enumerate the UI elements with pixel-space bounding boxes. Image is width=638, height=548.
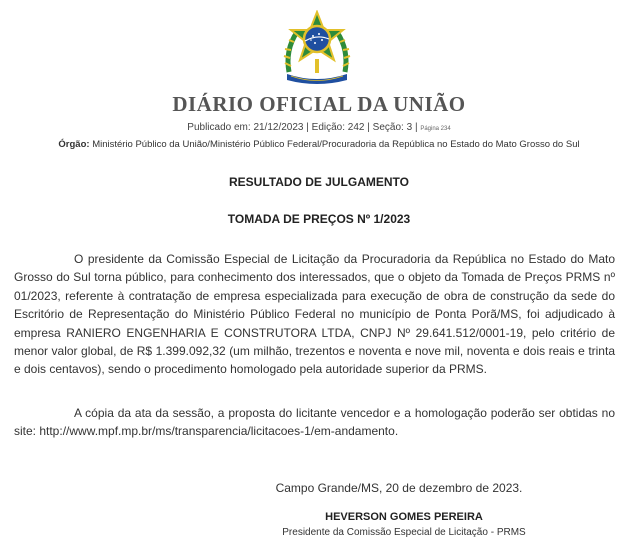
document-heading: RESULTADO DE JULGAMENTO (228, 175, 409, 189)
section-info: Seção: 3 (372, 122, 413, 133)
page-info: Página 234 (420, 126, 451, 132)
body-paragraph-1: O presidente da Comissão Especial de Licitação da Procuradoria da República no Estado do Mato Grosso do Sul torna público, para conhecimento dos interessados, que o objeto da Tomada de Preços PRMS nº 01/2023, referente à contratação de empresa especializada para execução de obra de construção da sede do Escritório de Representação do Ministério Público Federal no município de Ponta Porã/MS, foi adjudicado à empresa RANIERO ENGENHARIA E CONSTRUTORA LTDA, CNPJ Nº 29.641.512/0001-19, pelo critério de menor valor global, de R$ 1.399.092,32 (um milhão, trezentos e noventa e nove mil, noventa e dois reais e trinta e dois centavos), sendo o procedimento homologado pela autoridade superior da PRMS. (14, 252, 615, 377)
organ-line (0, 139, 638, 150)
signer-name: HEVERSON GOMES PEREIRA (325, 511, 483, 523)
separator: | (306, 122, 312, 133)
organ-value: Ministério Público da União/Ministério Público Federal/Procuradoria da República no Estado do Mato Grosso do Sul (92, 139, 580, 150)
signer-role: Presidente da Comissão Especial de Licitação - PRMS (282, 527, 526, 538)
document-subheading: TOMADA DE PREÇOS Nº 1/2023 (227, 212, 411, 226)
edition-info: Edição: 242 (311, 122, 365, 133)
organ-label: Órgão: (58, 139, 90, 150)
published-label: Publicado em: (187, 122, 251, 133)
brasao-emblem-icon (277, 10, 357, 88)
published-date: 21/12/2023 (253, 122, 304, 133)
body-paragraph-2: A cópia da ata da sessão, a proposta do licitante vencedor e a homologação poderão ser obtidas no site: http://www.mpf.mp.br/ms/transparencia/licitacoes-1/em-andamento. (14, 406, 615, 439)
place-date: Campo Grande/MS, 20 de dezembro de 2023. (275, 481, 523, 495)
separator: | (367, 122, 373, 133)
separator: | (414, 122, 421, 133)
publication-info (0, 122, 638, 133)
journal-title: DIÁRIO OFICIAL DA UNIÃO (172, 92, 466, 116)
